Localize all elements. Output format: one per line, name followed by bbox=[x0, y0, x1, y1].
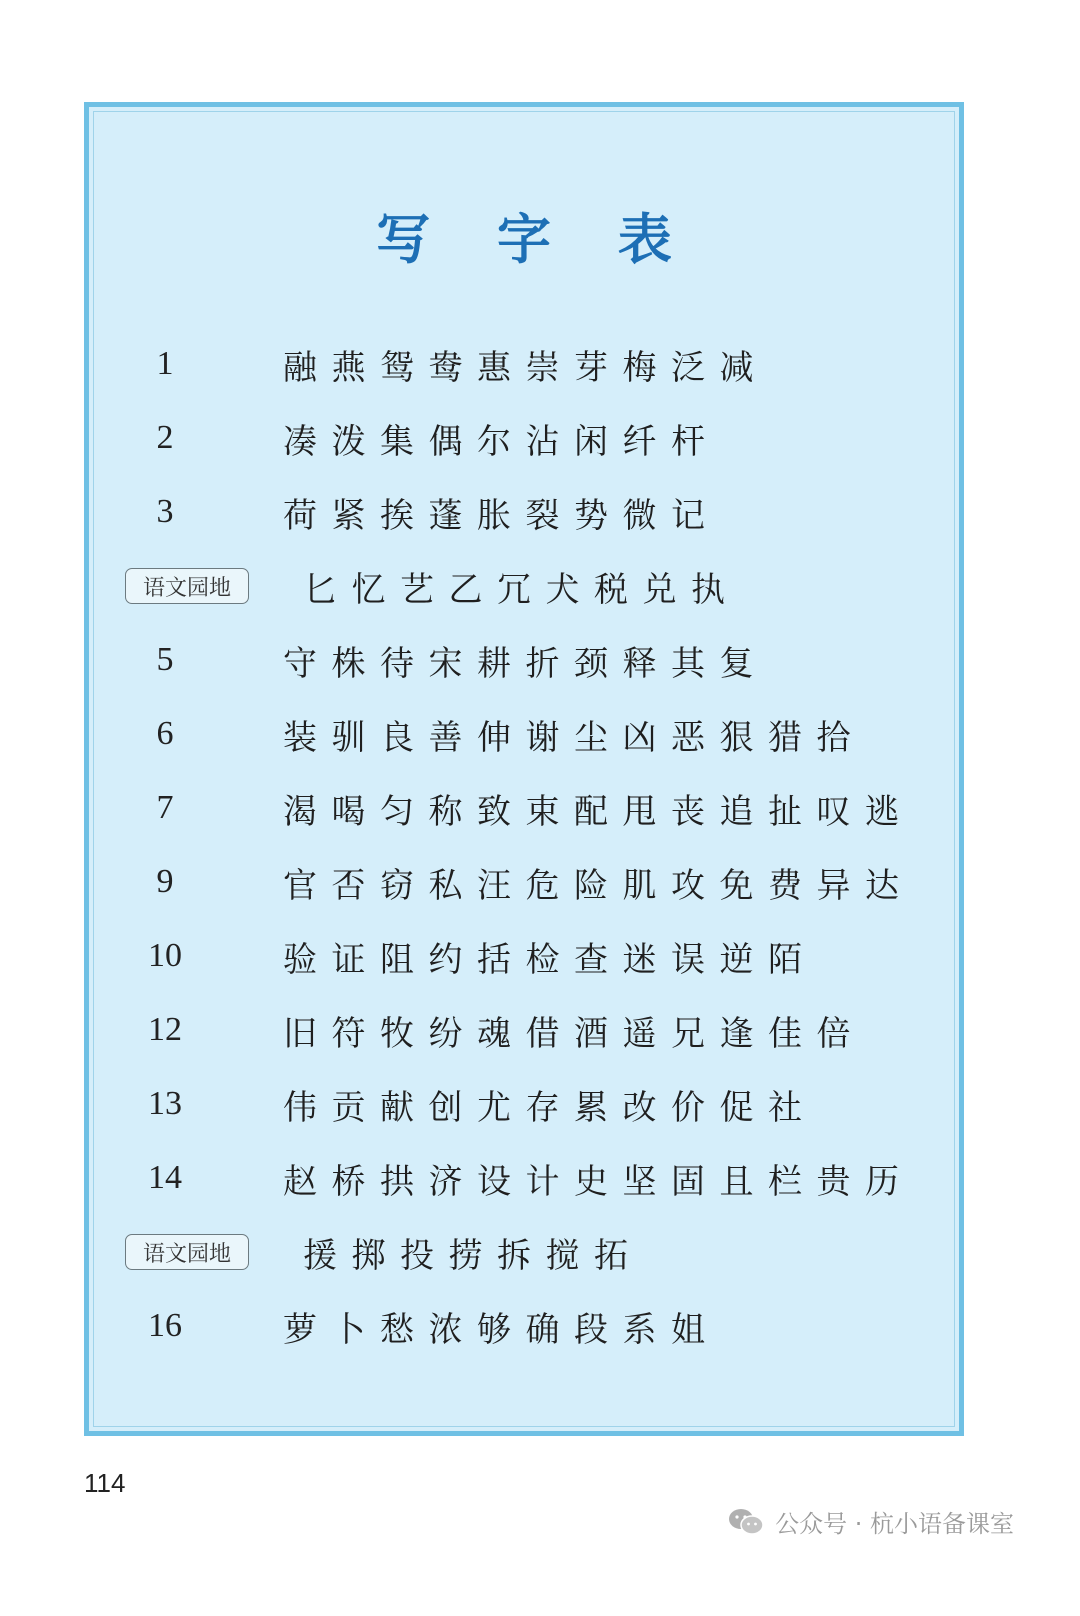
page-title: 写 字 表 bbox=[376, 207, 696, 271]
row-lesson-3 bbox=[125, 475, 914, 549]
character-list: 援掷投捞拆搅拓 bbox=[303, 1235, 643, 1276]
row-lesson-13 bbox=[125, 1067, 914, 1141]
wechat-icon bbox=[727, 1507, 765, 1537]
character-list: 官否窃私汪危险肌攻免费异达 bbox=[283, 865, 914, 906]
lesson-number: 16 bbox=[148, 1307, 182, 1344]
character-list: 渴喝匀称致束配甩丧追扯叹逃 bbox=[283, 791, 914, 832]
row-language-garden-1 bbox=[125, 549, 914, 623]
row-lesson-5 bbox=[125, 623, 914, 697]
row-lesson-12 bbox=[125, 993, 914, 1067]
watermark-text: 公众号 · 杭小语备课室 bbox=[775, 1510, 1014, 1538]
row-lesson-9 bbox=[125, 845, 914, 919]
lesson-number: 12 bbox=[148, 1011, 182, 1048]
language-garden-badge: 语文园地 bbox=[125, 568, 249, 604]
character-list: 旧符牧纷魂借酒遥兄逢佳倍 bbox=[283, 1013, 865, 1054]
row-lesson-1 bbox=[125, 327, 914, 401]
row-language-garden-2 bbox=[125, 1215, 914, 1289]
character-list: 赵桥拱济设计史坚固且栏贵历 bbox=[283, 1161, 914, 1202]
row-lesson-10 bbox=[125, 919, 914, 993]
row-lesson-6 bbox=[125, 697, 914, 771]
character-list: 验证阻约括检查迷误逆陌 bbox=[283, 939, 817, 980]
character-list: 伟贡献创尤存累改价促社 bbox=[283, 1087, 817, 1128]
lesson-number: 9 bbox=[156, 863, 174, 900]
lesson-number: 13 bbox=[148, 1085, 182, 1122]
word-list-panel bbox=[84, 102, 964, 1436]
lesson-number: 10 bbox=[148, 937, 182, 974]
lesson-number: 7 bbox=[156, 789, 174, 826]
character-list: 融燕鸳鸯惠崇芽梅泛减 bbox=[283, 347, 768, 388]
row-lesson-2 bbox=[125, 401, 914, 475]
lesson-number: 6 bbox=[156, 715, 174, 752]
lesson-number: 14 bbox=[148, 1159, 182, 1196]
watermark bbox=[727, 1504, 1014, 1539]
lesson-number: 3 bbox=[156, 493, 174, 530]
row-lesson-16 bbox=[125, 1289, 914, 1363]
character-list: 守株待宋耕折颈释其复 bbox=[283, 643, 768, 684]
character-list: 萝卜愁浓够确段系姐 bbox=[283, 1309, 720, 1350]
page-number: 114 bbox=[84, 1468, 126, 1498]
writing-rows bbox=[125, 327, 914, 1363]
character-list: 装驯良善伸谢尘凶恶狠猎拾 bbox=[283, 717, 865, 758]
lesson-number: 2 bbox=[156, 419, 174, 456]
character-list: 匕忆艺乙冗犬税兑执 bbox=[303, 569, 740, 610]
row-lesson-7 bbox=[125, 771, 914, 845]
lesson-number: 5 bbox=[156, 641, 174, 678]
character-list: 荷紧挨蓬胀裂势微记 bbox=[283, 495, 720, 536]
language-garden-badge: 语文园地 bbox=[125, 1234, 249, 1270]
row-lesson-14 bbox=[125, 1141, 914, 1215]
character-list: 凑泼集偶尔沾闲纤杆 bbox=[283, 421, 720, 462]
lesson-number: 1 bbox=[156, 345, 174, 382]
